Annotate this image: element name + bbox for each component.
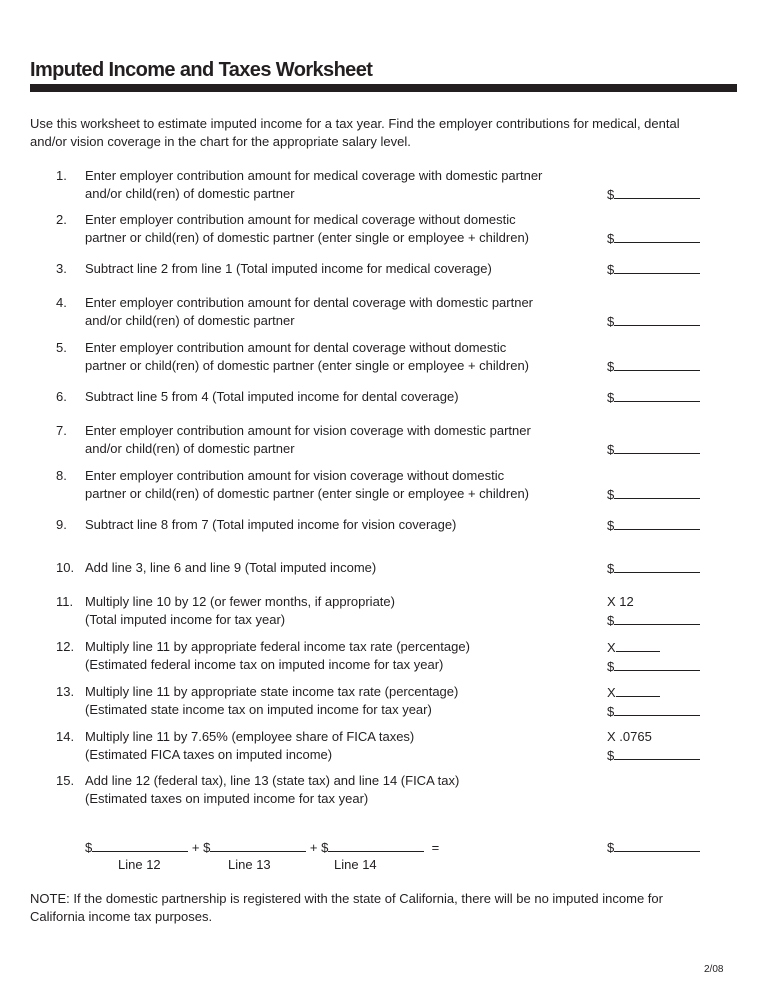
answer-blank[interactable] bbox=[614, 388, 700, 402]
answer-field: $ bbox=[607, 516, 727, 535]
answer-blank[interactable] bbox=[614, 559, 700, 573]
line14-blank[interactable] bbox=[328, 838, 424, 852]
page-title: Imputed Income and Taxes Worksheet bbox=[30, 59, 373, 81]
intro-text: Use this worksheet to estimate imputed income for a tax year. Find the employer contributions for medical, dental and/or vision coverage in the chart for the appropriate salary level. bbox=[30, 116, 680, 149]
answer-field: $ bbox=[607, 312, 727, 331]
line-number: 13. bbox=[56, 684, 75, 699]
answer-field: $ bbox=[607, 657, 727, 676]
line-number: 9. bbox=[56, 517, 67, 532]
label-line12: Line 12 bbox=[118, 857, 161, 872]
label-line14: Line 14 bbox=[334, 857, 377, 872]
answer-blank[interactable] bbox=[614, 260, 700, 274]
line-text: Multiply line 11 by appropriate state income tax rate (percentage) bbox=[85, 684, 459, 699]
line-text: and/or child(ren) of domestic partner bbox=[85, 186, 295, 201]
answer-blank[interactable] bbox=[614, 746, 700, 760]
answer-field: $ bbox=[607, 559, 727, 578]
line-text: (Estimated FICA taxes on imputed income) bbox=[85, 747, 333, 762]
line-number: 1. bbox=[56, 168, 67, 183]
line-text: Multiply line 11 by appropriate federal income tax rate (percentage) bbox=[85, 639, 470, 654]
line-number: 15. bbox=[56, 773, 75, 788]
answer-blank[interactable] bbox=[614, 838, 700, 852]
multiplier: X .0765 bbox=[607, 729, 652, 744]
line-text: and/or child(ren) of domestic partner bbox=[85, 441, 295, 456]
line13-blank[interactable] bbox=[210, 838, 306, 852]
line15-answer: $ bbox=[607, 838, 700, 857]
answer-blank[interactable] bbox=[614, 611, 700, 625]
line-text: Enter employer contribution amount for medical coverage with domestic partner bbox=[85, 168, 543, 183]
answer-field: $ bbox=[607, 229, 727, 248]
answer-blank[interactable] bbox=[614, 312, 700, 326]
answer-blank[interactable] bbox=[614, 440, 700, 454]
line-text: Multiply line 11 by 7.65% (employee share of FICA taxes) bbox=[85, 729, 415, 744]
answer-field: $ bbox=[607, 746, 727, 765]
line-number: 14. bbox=[56, 729, 75, 744]
answer-blank[interactable] bbox=[614, 657, 700, 671]
line-text: (Estimated federal income tax on imputed income for tax year) bbox=[85, 657, 444, 672]
line-text: Subtract line 5 from 4 (Total imputed income for dental coverage) bbox=[85, 389, 459, 404]
multiplier: X bbox=[607, 683, 727, 702]
answer-blank[interactable] bbox=[614, 229, 700, 243]
answer-field: $ bbox=[607, 357, 727, 376]
line-text: Enter employer contribution amount for vision coverage with domestic partner bbox=[85, 423, 531, 438]
answer-field: $ bbox=[607, 388, 727, 407]
answer-field: $ bbox=[607, 440, 727, 459]
answer-blank[interactable] bbox=[614, 702, 700, 716]
label-line13: Line 13 bbox=[228, 857, 271, 872]
line15-formula: $ + $ + $ = bbox=[85, 840, 440, 855]
answer-blank[interactable] bbox=[614, 185, 700, 199]
answer-blank[interactable] bbox=[614, 485, 700, 499]
line12-blank[interactable] bbox=[92, 838, 188, 852]
answer-field: $ bbox=[607, 611, 727, 630]
line-text: Enter employer contribution amount for vision coverage without domestic bbox=[85, 468, 505, 483]
line-text: Add line 12 (federal tax), line 13 (state tax) and line 14 (FICA tax) bbox=[85, 773, 460, 788]
line-number: 4. bbox=[56, 295, 67, 310]
rate-blank[interactable] bbox=[616, 683, 660, 697]
title-rule bbox=[30, 84, 737, 92]
line-text: partner or child(ren) of domestic partner (enter single or employee + children) bbox=[85, 230, 530, 245]
line-text: partner or child(ren) of domestic partner (enter single or employee + children) bbox=[85, 358, 530, 373]
line-text: Add line 3, line 6 and line 9 (Total imputed income) bbox=[85, 560, 377, 575]
answer-field: $ bbox=[607, 485, 727, 504]
line-text: (Total imputed income for tax year) bbox=[85, 612, 286, 627]
line-number: 8. bbox=[56, 468, 67, 483]
line-text: Enter employer contribution amount for dental coverage with domestic partner bbox=[85, 295, 534, 310]
line-number: 6. bbox=[56, 389, 67, 404]
note-text: NOTE: If the domestic partnership is registered with the state of California, there will be no imputed income for California income tax purposes. bbox=[30, 891, 663, 924]
line-text: Multiply line 10 by 12 (or fewer months, if appropriate) bbox=[85, 594, 395, 609]
answer-field: $ bbox=[607, 260, 727, 279]
rate-blank[interactable] bbox=[616, 638, 660, 652]
line-text: Enter employer contribution amount for medical coverage without domestic bbox=[85, 212, 516, 227]
answer-blank[interactable] bbox=[614, 516, 700, 530]
line-number: 2. bbox=[56, 212, 67, 227]
multiplier: X 12 bbox=[607, 594, 634, 609]
line-text: (Estimated state income tax on imputed income for tax year) bbox=[85, 702, 432, 717]
line-text: Enter employer contribution amount for dental coverage without domestic bbox=[85, 340, 507, 355]
line-number: 12. bbox=[56, 639, 75, 654]
answer-field: $ bbox=[607, 702, 727, 721]
line-text: partner or child(ren) of domestic partner (enter single or employee + children) bbox=[85, 486, 530, 501]
line-text: Subtract line 2 from line 1 (Total imputed income for medical coverage) bbox=[85, 261, 492, 276]
line-text: (Estimated taxes on imputed income for tax year) bbox=[85, 791, 369, 806]
line-number: 5. bbox=[56, 340, 67, 355]
line-number: 7. bbox=[56, 423, 67, 438]
line-number: 11. bbox=[56, 594, 74, 609]
answer-field: $ bbox=[607, 185, 727, 204]
line-number: 3. bbox=[56, 261, 67, 276]
line-text: and/or child(ren) of domestic partner bbox=[85, 313, 295, 328]
line-number: 10. bbox=[56, 560, 75, 575]
answer-blank[interactable] bbox=[614, 357, 700, 371]
multiplier: X bbox=[607, 638, 727, 657]
line-text: Subtract line 8 from 7 (Total imputed income for vision coverage) bbox=[85, 517, 457, 532]
page-code: 2/08 bbox=[704, 964, 724, 975]
